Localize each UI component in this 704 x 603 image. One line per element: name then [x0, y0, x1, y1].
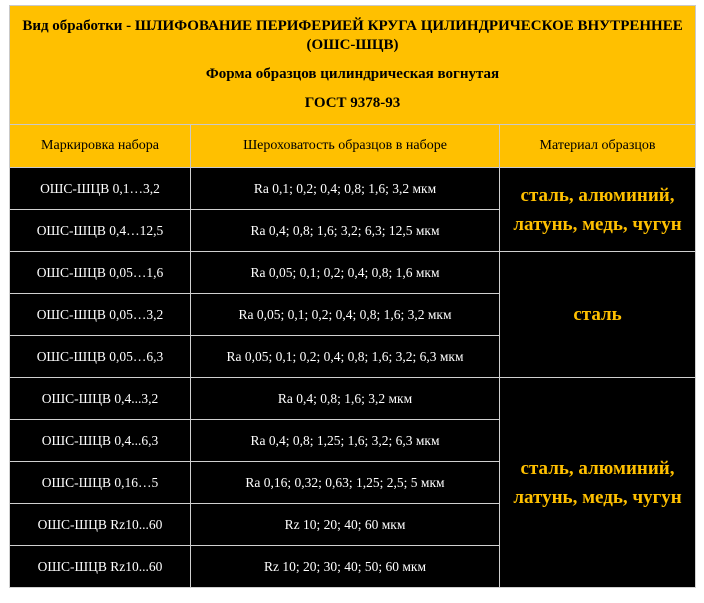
cell-roughness: Ra 0,05; 0,1; 0,2; 0,4; 0,8; 1,6; 3,2 мкм: [191, 294, 500, 336]
cell-marking: ОШС-ШЦВ 0,4…12,5: [10, 210, 191, 252]
cell-material-group3: сталь, алюминий, латунь, медь, чугун: [500, 378, 696, 588]
header-material: Материал образцов: [500, 125, 696, 168]
header-marking: Маркировка набора: [10, 125, 191, 168]
table-row: [10, 378, 696, 420]
cell-marking: ОШС-ШЦВ Rz10...60: [10, 546, 191, 588]
title-line-processing: Вид обработки - ШЛИФОВАНИЕ ПЕРИФЕРИЕЙ КРУГА ЦИЛИНДРИЧЕСКОЕ ВНУТРЕННЕЕ (ОШС-ШЦВ): [22, 18, 683, 53]
cell-marking: ОШС-ШЦВ 0,05…1,6: [10, 252, 191, 294]
cell-roughness: Ra 0,4; 0,8; 1,25; 1,6; 3,2; 6,3 мкм: [191, 420, 500, 462]
cell-roughness: Ra 0,16; 0,32; 0,63; 1,25; 2,5; 5 мкм: [191, 462, 500, 504]
cell-material-group2: сталь: [500, 252, 696, 378]
table-row: [10, 168, 696, 210]
cell-marking: ОШС-ШЦВ 0,4...6,3: [10, 420, 191, 462]
cell-roughness: Ra 0,4; 0,8; 1,6; 3,2 мкм: [191, 378, 500, 420]
cell-marking: ОШС-ШЦВ 0,05…6,3: [10, 336, 191, 378]
cell-marking: ОШС-ШЦВ Rz10...60: [10, 504, 191, 546]
table-title: [10, 6, 696, 125]
cell-marking: ОШС-ШЦВ 0,1…3,2: [10, 168, 191, 210]
cell-roughness: Ra 0,1; 0,2; 0,4; 0,8; 1,6; 3,2 мкм: [191, 168, 500, 210]
cell-roughness: Ra 0,05; 0,1; 0,2; 0,4; 0,8; 1,6; 3,2; 6,3 мкм: [191, 336, 500, 378]
title-line-shape: Форма образцов цилиндрическая вогнутая: [205, 66, 500, 82]
header-roughness: Шероховатость образцов в наборе: [191, 125, 500, 168]
cell-roughness: Rz 10; 20; 30; 40; 50; 60 мкм: [191, 546, 500, 588]
cell-roughness: Ra 0,4; 0,8; 1,6; 3,2; 6,3; 12,5 мкм: [191, 210, 500, 252]
cell-roughness: Rz 10; 20; 40; 60 мкм: [191, 504, 500, 546]
cell-marking: ОШС-ШЦВ 0,05…3,2: [10, 294, 191, 336]
cell-marking: ОШС-ШЦВ 0,4...3,2: [10, 378, 191, 420]
title-line-standard: ГОСТ 9378-93: [304, 95, 401, 111]
table-container: [9, 5, 695, 588]
samples-table: [9, 5, 696, 588]
cell-material-group1: сталь, алюминий, латунь, медь, чугун: [500, 168, 696, 252]
table-row: [10, 252, 696, 294]
cell-marking: ОШС-ШЦВ 0,16…5: [10, 462, 191, 504]
cell-roughness: Ra 0,05; 0,1; 0,2; 0,4; 0,8; 1,6 мкм: [191, 252, 500, 294]
